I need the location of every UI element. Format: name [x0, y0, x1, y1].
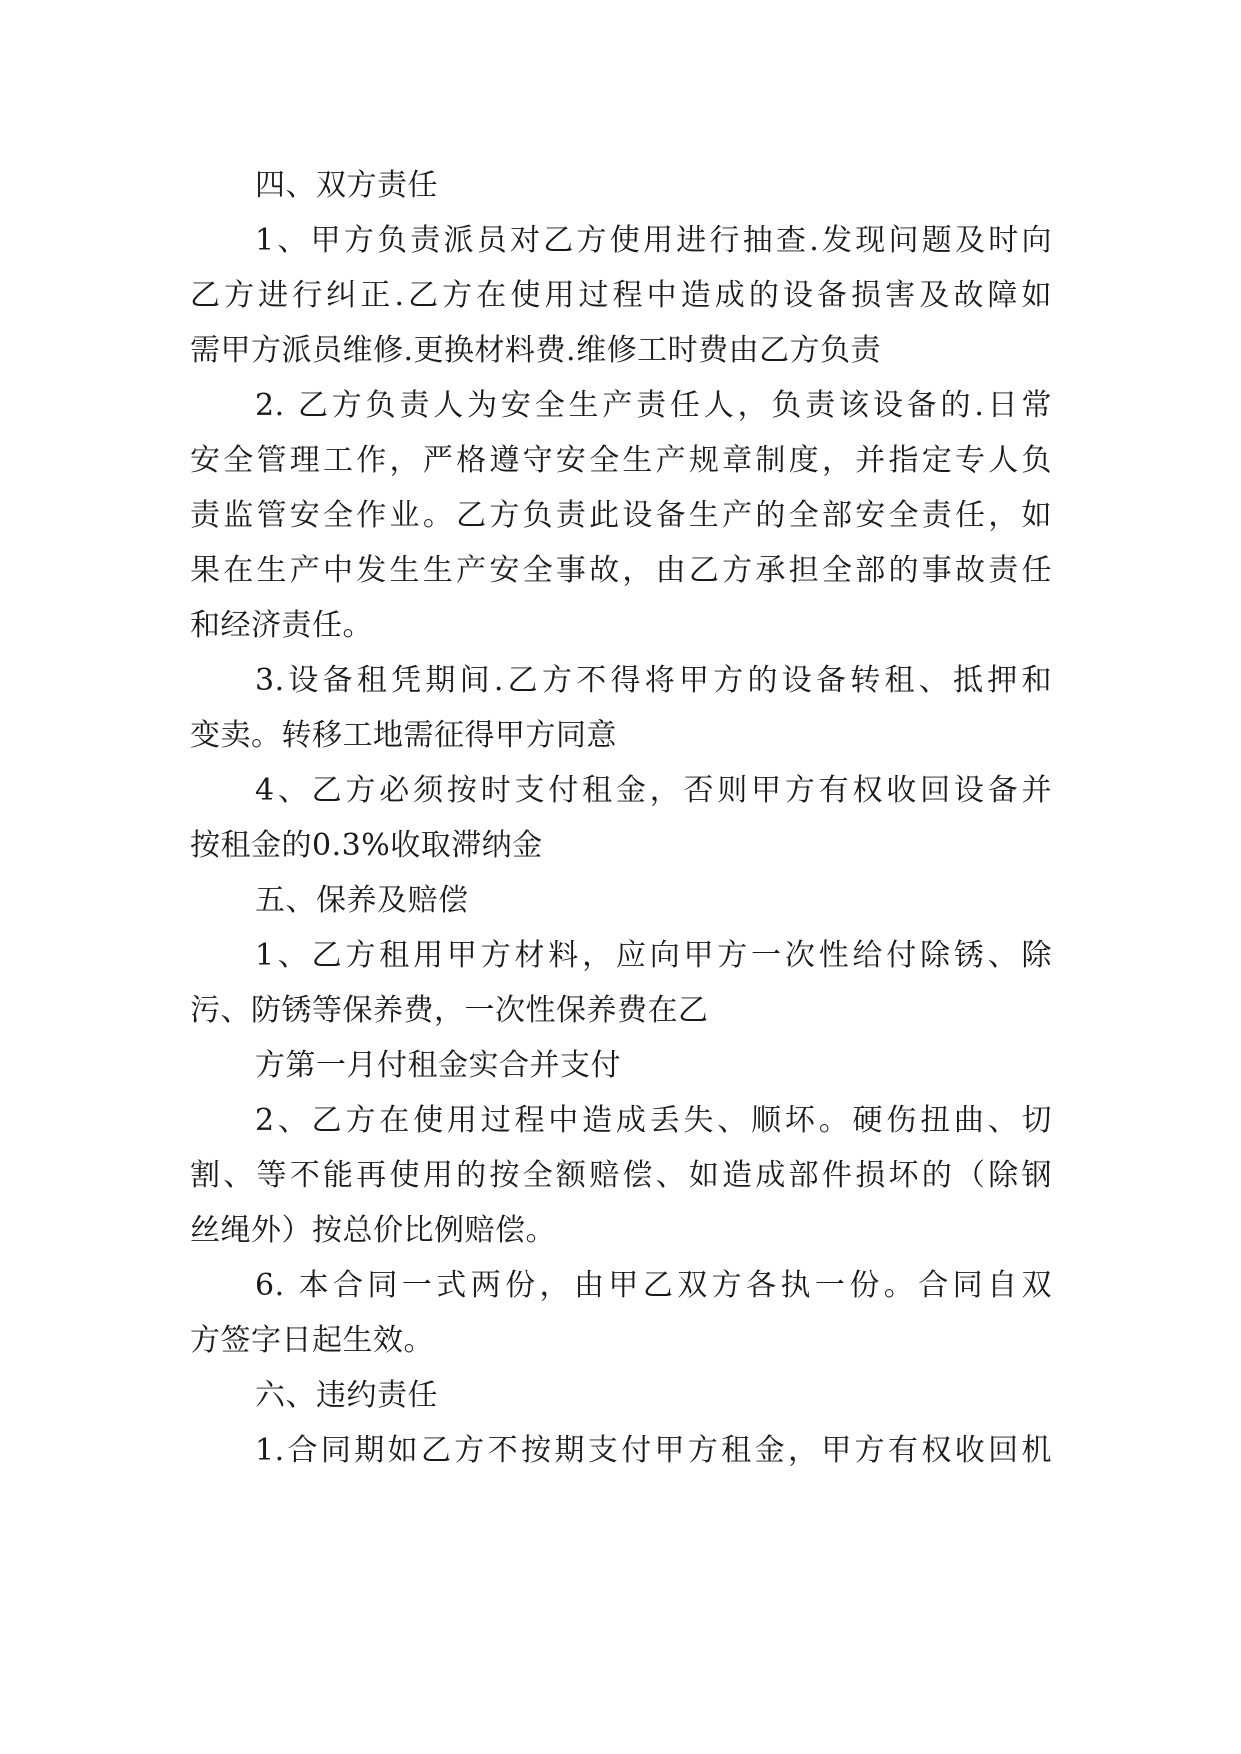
- paragraph-line: 需甲方派员维修.更换材料费.维修工时费由乙方负责: [190, 333, 882, 368]
- paragraph-line: 2. 乙方负责人为安全生产责任人，负责该设备的.日常: [255, 388, 1052, 423]
- paragraph-line: 果在生产中发生生产安全事故，由乙方承担全部的事故责任: [190, 553, 1052, 588]
- paragraph-line: 变卖。转移工地需征得甲方同意: [190, 718, 617, 753]
- paragraph-line: 割、等不能再使用的按全额赔偿、如造成部件损坏的（除钢: [190, 1158, 1052, 1193]
- paragraph-line: 丝绳外）按总价比例赔偿。: [190, 1213, 556, 1248]
- paragraph-line: 和经济责任。: [190, 608, 373, 643]
- section-heading-liability: 六、违约责任: [255, 1378, 438, 1413]
- paragraph-line: 方签字日起生效。: [190, 1323, 434, 1358]
- section-heading-maintenance: 五、保养及赔偿: [255, 883, 469, 918]
- paragraph-line: 乙方进行纠正.乙方在使用过程中造成的设备损害及故障如: [190, 278, 1052, 313]
- paragraph-line: 1、乙方租用甲方材料，应向甲方一次性给付除锈、除: [255, 938, 1052, 973]
- section-heading-responsibilities: 四、双方责任: [255, 168, 438, 203]
- paragraph-line: 安全管理工作，严格遵守安全生产规章制度，并指定专人负: [190, 443, 1052, 478]
- paragraph-line: 按租金的0.3%收取滞纳金: [190, 828, 543, 863]
- paragraph-line: 2、乙方在使用过程中造成丢失、顺坏。硬伤扭曲、切: [255, 1103, 1052, 1138]
- paragraph-line: 6. 本合同一式两份，由甲乙双方各执一份。合同自双: [255, 1268, 1052, 1303]
- paragraph-line: 1.合同期如乙方不按期支付甲方租金，甲方有权收回机: [255, 1433, 1052, 1468]
- paragraph-line: 方第一月付租金实合并支付: [255, 1048, 621, 1083]
- paragraph-line: 3.设备租凭期间.乙方不得将甲方的设备转租、抵押和: [255, 663, 1052, 698]
- paragraph-line: 污、防锈等保养费，一次性保养费在乙: [190, 993, 709, 1028]
- paragraph-line: 1、甲方负责派员对乙方使用进行抽查.发现问题及时向: [255, 223, 1052, 258]
- paragraph-line: 责监管安全作业。乙方负责此设备生产的全部安全责任，如: [190, 498, 1052, 533]
- paragraph-line: 4、乙方必须按时支付租金，否则甲方有权收回设备并: [255, 773, 1052, 808]
